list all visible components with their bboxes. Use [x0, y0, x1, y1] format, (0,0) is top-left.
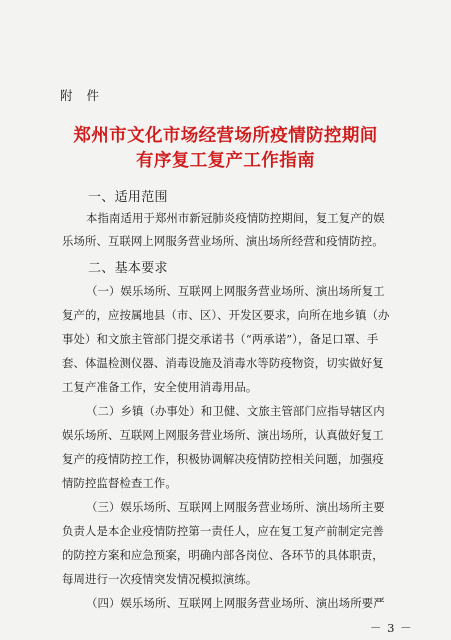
section-heading-scope: 一、适用范围 [88, 190, 168, 205]
paragraph-line: 负责人是本企业疫情防控第一责任人，应在复工复产前制定完善 [62, 524, 384, 538]
paragraph-line: 本指南适用于郑州市新冠肺炎疫情防控期间，复工复产的娱 [86, 211, 385, 225]
paragraph-line: （二）乡镇（办事处）和卫健、文旅主管部门应指导辖区内 [86, 404, 385, 418]
paragraph-line: （一）娱乐场所、互联网上网服务营业场所、演出场所复工 [86, 284, 385, 298]
paragraph-line: 每周进行一次疫情突发情况模拟演练。 [62, 572, 258, 586]
paragraph-line: 复产的，应按属地县（市、区）、开发区要求，向所在地乡镇（办 [62, 308, 390, 322]
paragraph-line: 的防控方案和应急预案，明确内部各岗位、各环节的具体职责， [62, 548, 384, 562]
paragraph-line: 娱乐场所、互联网上网服务营业场所、演出场所，认真做好复工 [62, 428, 384, 442]
paragraph-line: 工复产准备工作，安全使用消毒用品。 [62, 380, 258, 394]
paragraph-line: 情防控监督检查工作。 [62, 476, 177, 490]
page-number: － 3 － [370, 621, 413, 635]
attachment-label: 附 件 [60, 88, 104, 103]
paragraph-line: 乐场所、互联网上网服务营业场所、演出场所经营和疫情防控。 [62, 234, 384, 248]
paragraph-line: 套、体温检测仪器、消毒设施及消毒水等防疫物资，切实做好复 [62, 356, 384, 370]
document-title-line-1: 郑州市文化市场经营场所疫情防控期间 [73, 126, 378, 146]
document-title-line-2: 有序复工复产工作指南 [136, 151, 315, 171]
section-heading-requirements: 二、基本要求 [88, 261, 168, 276]
paragraph-line: （四）娱乐场所、互联网上网服务营业场所、演出场所要严 [86, 596, 385, 610]
paragraph-line: 复产的疫情防控工作，积极协调解决疫情防控相关问题，加强疫 [62, 452, 384, 466]
paragraph-line: 事处）和文旅主管部门提交承诺书（“两承诺”），备足口罩、手 [62, 332, 379, 346]
paragraph-line: （三）娱乐场所、互联网上网服务营业场所、演出场所主要 [86, 500, 385, 514]
